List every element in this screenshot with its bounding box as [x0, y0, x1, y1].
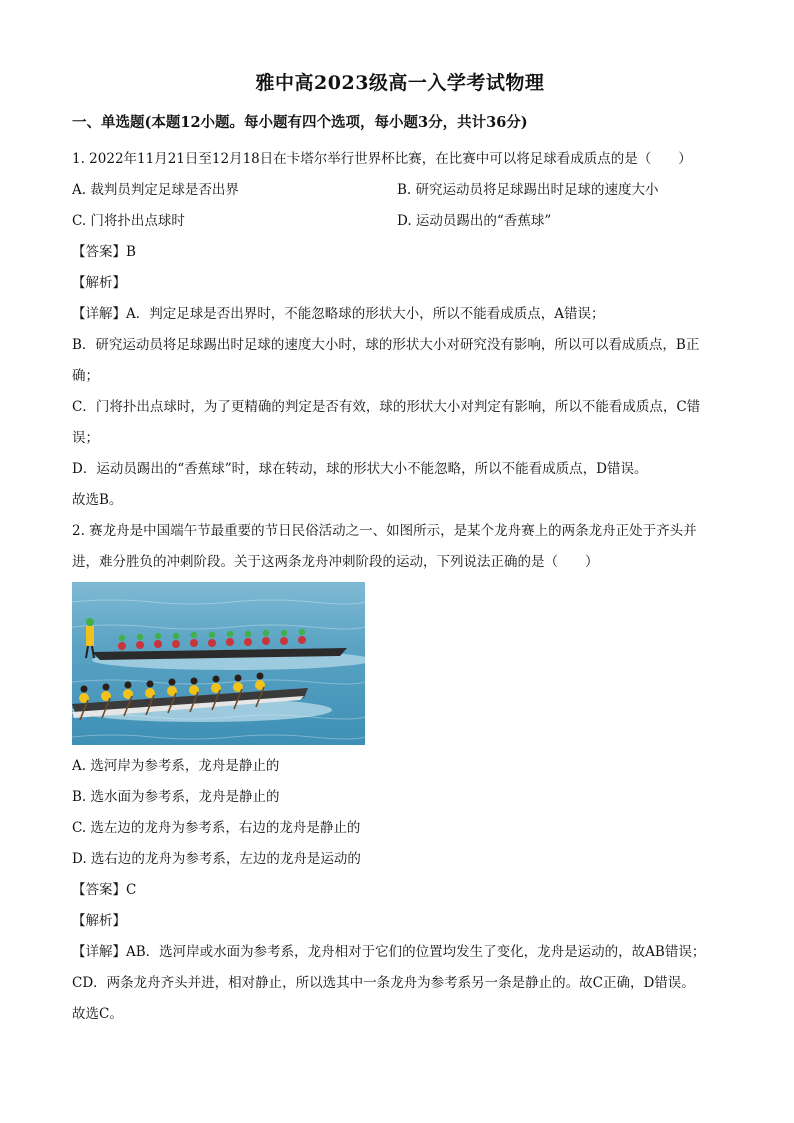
option-b: B. 研究运动员将足球踢出时足球的速度大小	[397, 182, 659, 198]
question-1-detail-line: B．研究运动员将足球踢出时足球的速度大小时，球的形状大小对研究没有影响，所以可以看成质点，B正	[72, 337, 700, 353]
option-a: A. 裁判员判定足球是否出界	[72, 182, 239, 198]
question-2-conclusion: 故选C。	[72, 1006, 123, 1022]
option-d: D. 选右边的龙舟为参考系，左边的龙舟是运动的	[72, 851, 361, 867]
question-1-conclusion: 故选B。	[72, 492, 123, 508]
question-1-detail-line: 确；	[72, 368, 99, 384]
question-2-answer: 【答案】C	[72, 882, 137, 898]
question-1-options-row-2	[72, 206, 728, 237]
dragon-boat-photo	[72, 582, 365, 745]
option-c: C. 选左边的龙舟为参考系，右边的龙舟是静止的	[72, 820, 361, 836]
question-2-detail-line: CD．两条龙舟齐头并进，相对静止，所以选其中一条龙舟为参考系另一条是静止的。故C正确，D错误。	[72, 975, 695, 991]
question-2-stem-line: 进，难分胜负的冲刺阶段。关于这两条龙舟冲刺阶段的运动，下列说法正确的是（ ）	[72, 554, 599, 570]
question-1-options-row-1	[72, 175, 728, 206]
question-1-detail-line: 误；	[72, 430, 99, 446]
question-1-stem: 1. 2022年11月21日至12月18日在卡塔尔举行世界杯比赛，在比赛中可以将足球看成质点的是（ ）	[72, 151, 692, 167]
option-a: A. 选河岸为参考系，龙舟是静止的	[72, 758, 280, 774]
dragon-boat-illustration	[72, 582, 365, 745]
question-2	[72, 516, 728, 1030]
option-d: D. 运动员踢出的“香蕉球”	[397, 213, 552, 229]
question-1	[72, 144, 728, 516]
option-b: B. 选水面为参考系，龙舟是静止的	[72, 789, 280, 805]
option-c: C. 门将扑出点球时	[72, 213, 185, 229]
question-2-detail-line: 【详解】AB．选河岸或水面为参考系，龙舟相对于它们的位置均发生了变化，龙舟是运动的，故AB错误；	[72, 944, 706, 960]
question-1-analysis-label: 【解析】	[72, 275, 126, 291]
question-2-stem-line: 2. 赛龙舟是中国端午节最重要的节日民俗活动之一、如图所示，是某个龙舟赛上的两条龙舟正处于齐头并	[72, 523, 697, 539]
question-1-detail-line: C．门将扑出点球时，为了更精确的判定是否有效，球的形状大小对判定有影响，所以不能看成质点，C错	[72, 399, 701, 415]
question-1-detail-line: D．运动员踢出的“香蕉球”时，球在转动，球的形状大小不能忽略，所以不能看成质点，D错误。	[72, 461, 648, 477]
question-1-answer: 【答案】B	[72, 244, 136, 260]
exam-title: 雅中高2023级高一入学考试物理	[255, 72, 545, 94]
question-1-detail-line: 【详解】A．判定足球是否出界时，不能忽略球的形状大小，所以不能看成质点，A错误；	[72, 306, 605, 322]
question-2-analysis-label: 【解析】	[72, 913, 126, 929]
section-heading: 一、单选题(本题12小题。每小题有四个选项，每小题3分，共计36分)	[72, 114, 528, 131]
document-page	[72, 62, 728, 1030]
